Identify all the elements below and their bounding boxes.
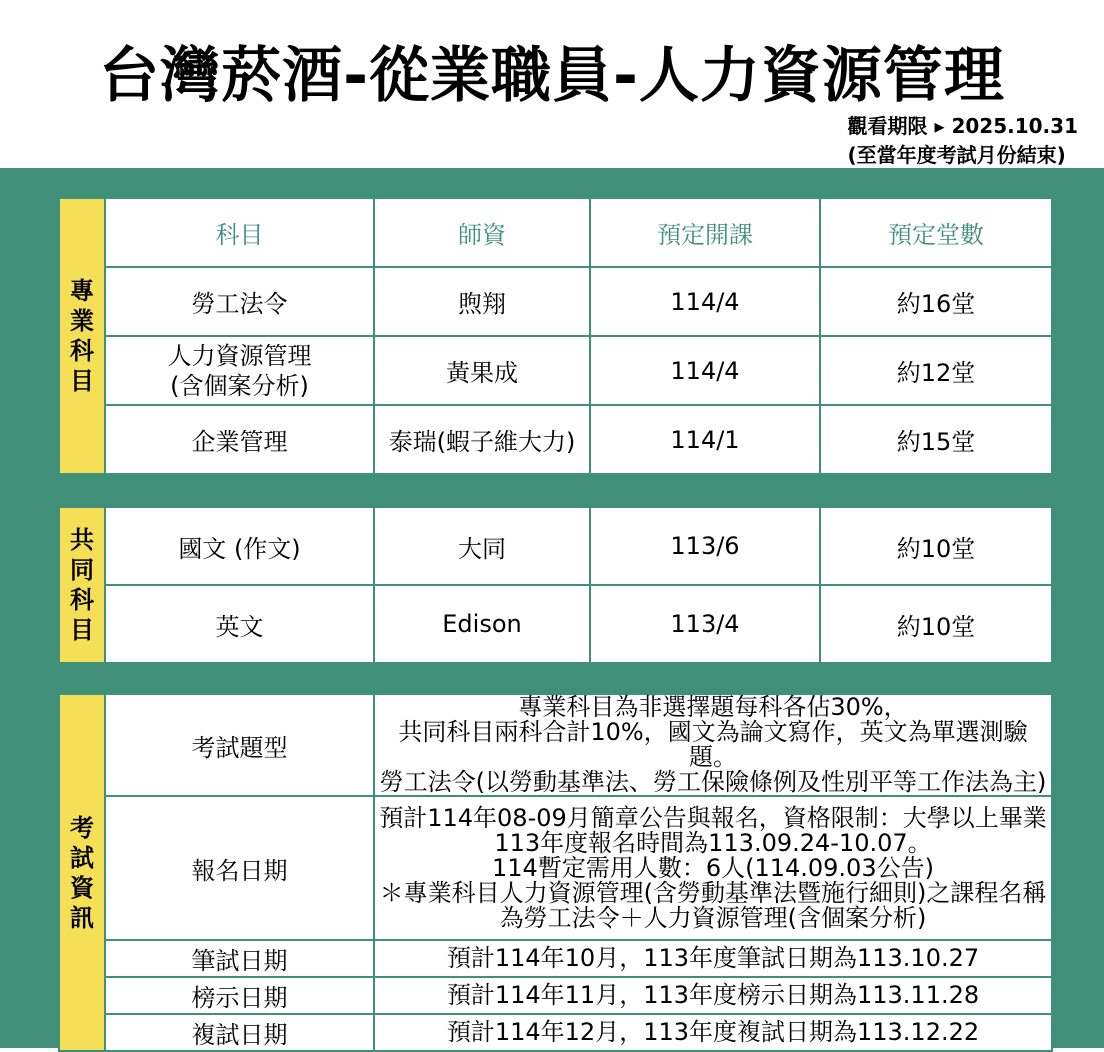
second-exam-label: 複試日期 [105,1014,374,1051]
teacher-cell: 大同 [374,507,590,585]
sessions-cell: 約16堂 [820,267,1052,336]
table-row [59,977,1052,1014]
sessions-cell: 約12堂 [820,336,1052,405]
professional-label: 專業科目 [59,198,105,474]
start-cell: 113/6 [590,507,820,585]
header-sessions: 預定堂數 [820,198,1052,267]
exam-type-label: 考試題型 [105,694,374,796]
header-teacher: 師資 [374,198,590,267]
table-row [59,940,1052,977]
start-cell: 113/4 [590,585,820,663]
teacher-cell: 煦翔 [374,267,590,336]
table-row [59,1014,1052,1051]
start-cell: 114/1 [590,405,820,474]
table-row [59,796,1052,940]
teacher-cell: Edison [374,585,590,663]
common-label: 共同科目 [59,507,105,663]
subject-cell: 人力資源管理 (含個案分析) [105,336,374,405]
subject-cell: 企業管理 [105,405,374,474]
written-exam-content: 預計114年10月，113年度筆試日期為113.10.27 [374,940,1052,977]
table-row [59,336,1052,405]
teacher-cell: 黃果成 [374,336,590,405]
page-title: 台灣菸酒-從業職員-人力資源管理 [99,41,1005,111]
viewing-deadline [848,112,1079,170]
common-subjects-table [58,506,1053,664]
second-exam-content: 預計114年12月，113年度複試日期為113.12.22 [374,1014,1052,1051]
sessions-cell: 約15堂 [820,405,1052,474]
table-row [59,585,1052,663]
registration-content: 預計114年08-09月簡章公告與報名，資格限制：大學以上畢業 113年度報名時間為113.09.24-10.07。 114暫定需用人數：6人(114.09.03公告) ＊專業科目人力資源管理(含勞動基準法暨施行細則)之課程名稱 為勞工法令＋人力資源管理(含個案分析) [374,796,1052,940]
deadline-note: (至當年度考試月份結束) [847,143,1066,167]
header-start: 預定開課 [590,198,820,267]
subject-cell: 英文 [105,585,374,663]
sessions-cell: 約10堂 [820,585,1052,663]
deadline-date: 觀看期限 ▸ 2025.10.31 [847,114,1078,138]
table-row [59,507,1052,585]
written-exam-label: 筆試日期 [105,940,374,977]
subject-cell: 勞工法令 [105,267,374,336]
teacher-cell: 泰瑞(蝦子維大力) [374,405,590,474]
exam-type-content: 專業科目為非選擇題每科各佔30%， 共同科目兩科合計10%，國文為論文寫作，英文為單選測驗題。 勞工法令(以勞動基準法、勞工保險條例及性別平等工作法為主) [374,694,1052,796]
results-label: 榜示日期 [105,977,374,1014]
start-cell: 114/4 [590,267,820,336]
exam-label: 考試資訊 [59,694,105,1051]
start-cell: 114/4 [590,336,820,405]
table-row [59,694,1052,796]
sessions-cell: 約10堂 [820,507,1052,585]
exam-info-table [58,693,1053,1052]
table-row [59,405,1052,474]
table-row [59,267,1052,336]
subject-cell: 國文 (作文) [105,507,374,585]
registration-label: 報名日期 [105,796,374,940]
professional-subjects-table [58,197,1053,475]
results-content: 預計114年11月，113年度榜示日期為113.11.28 [374,977,1052,1014]
header-subject: 科目 [105,198,374,267]
